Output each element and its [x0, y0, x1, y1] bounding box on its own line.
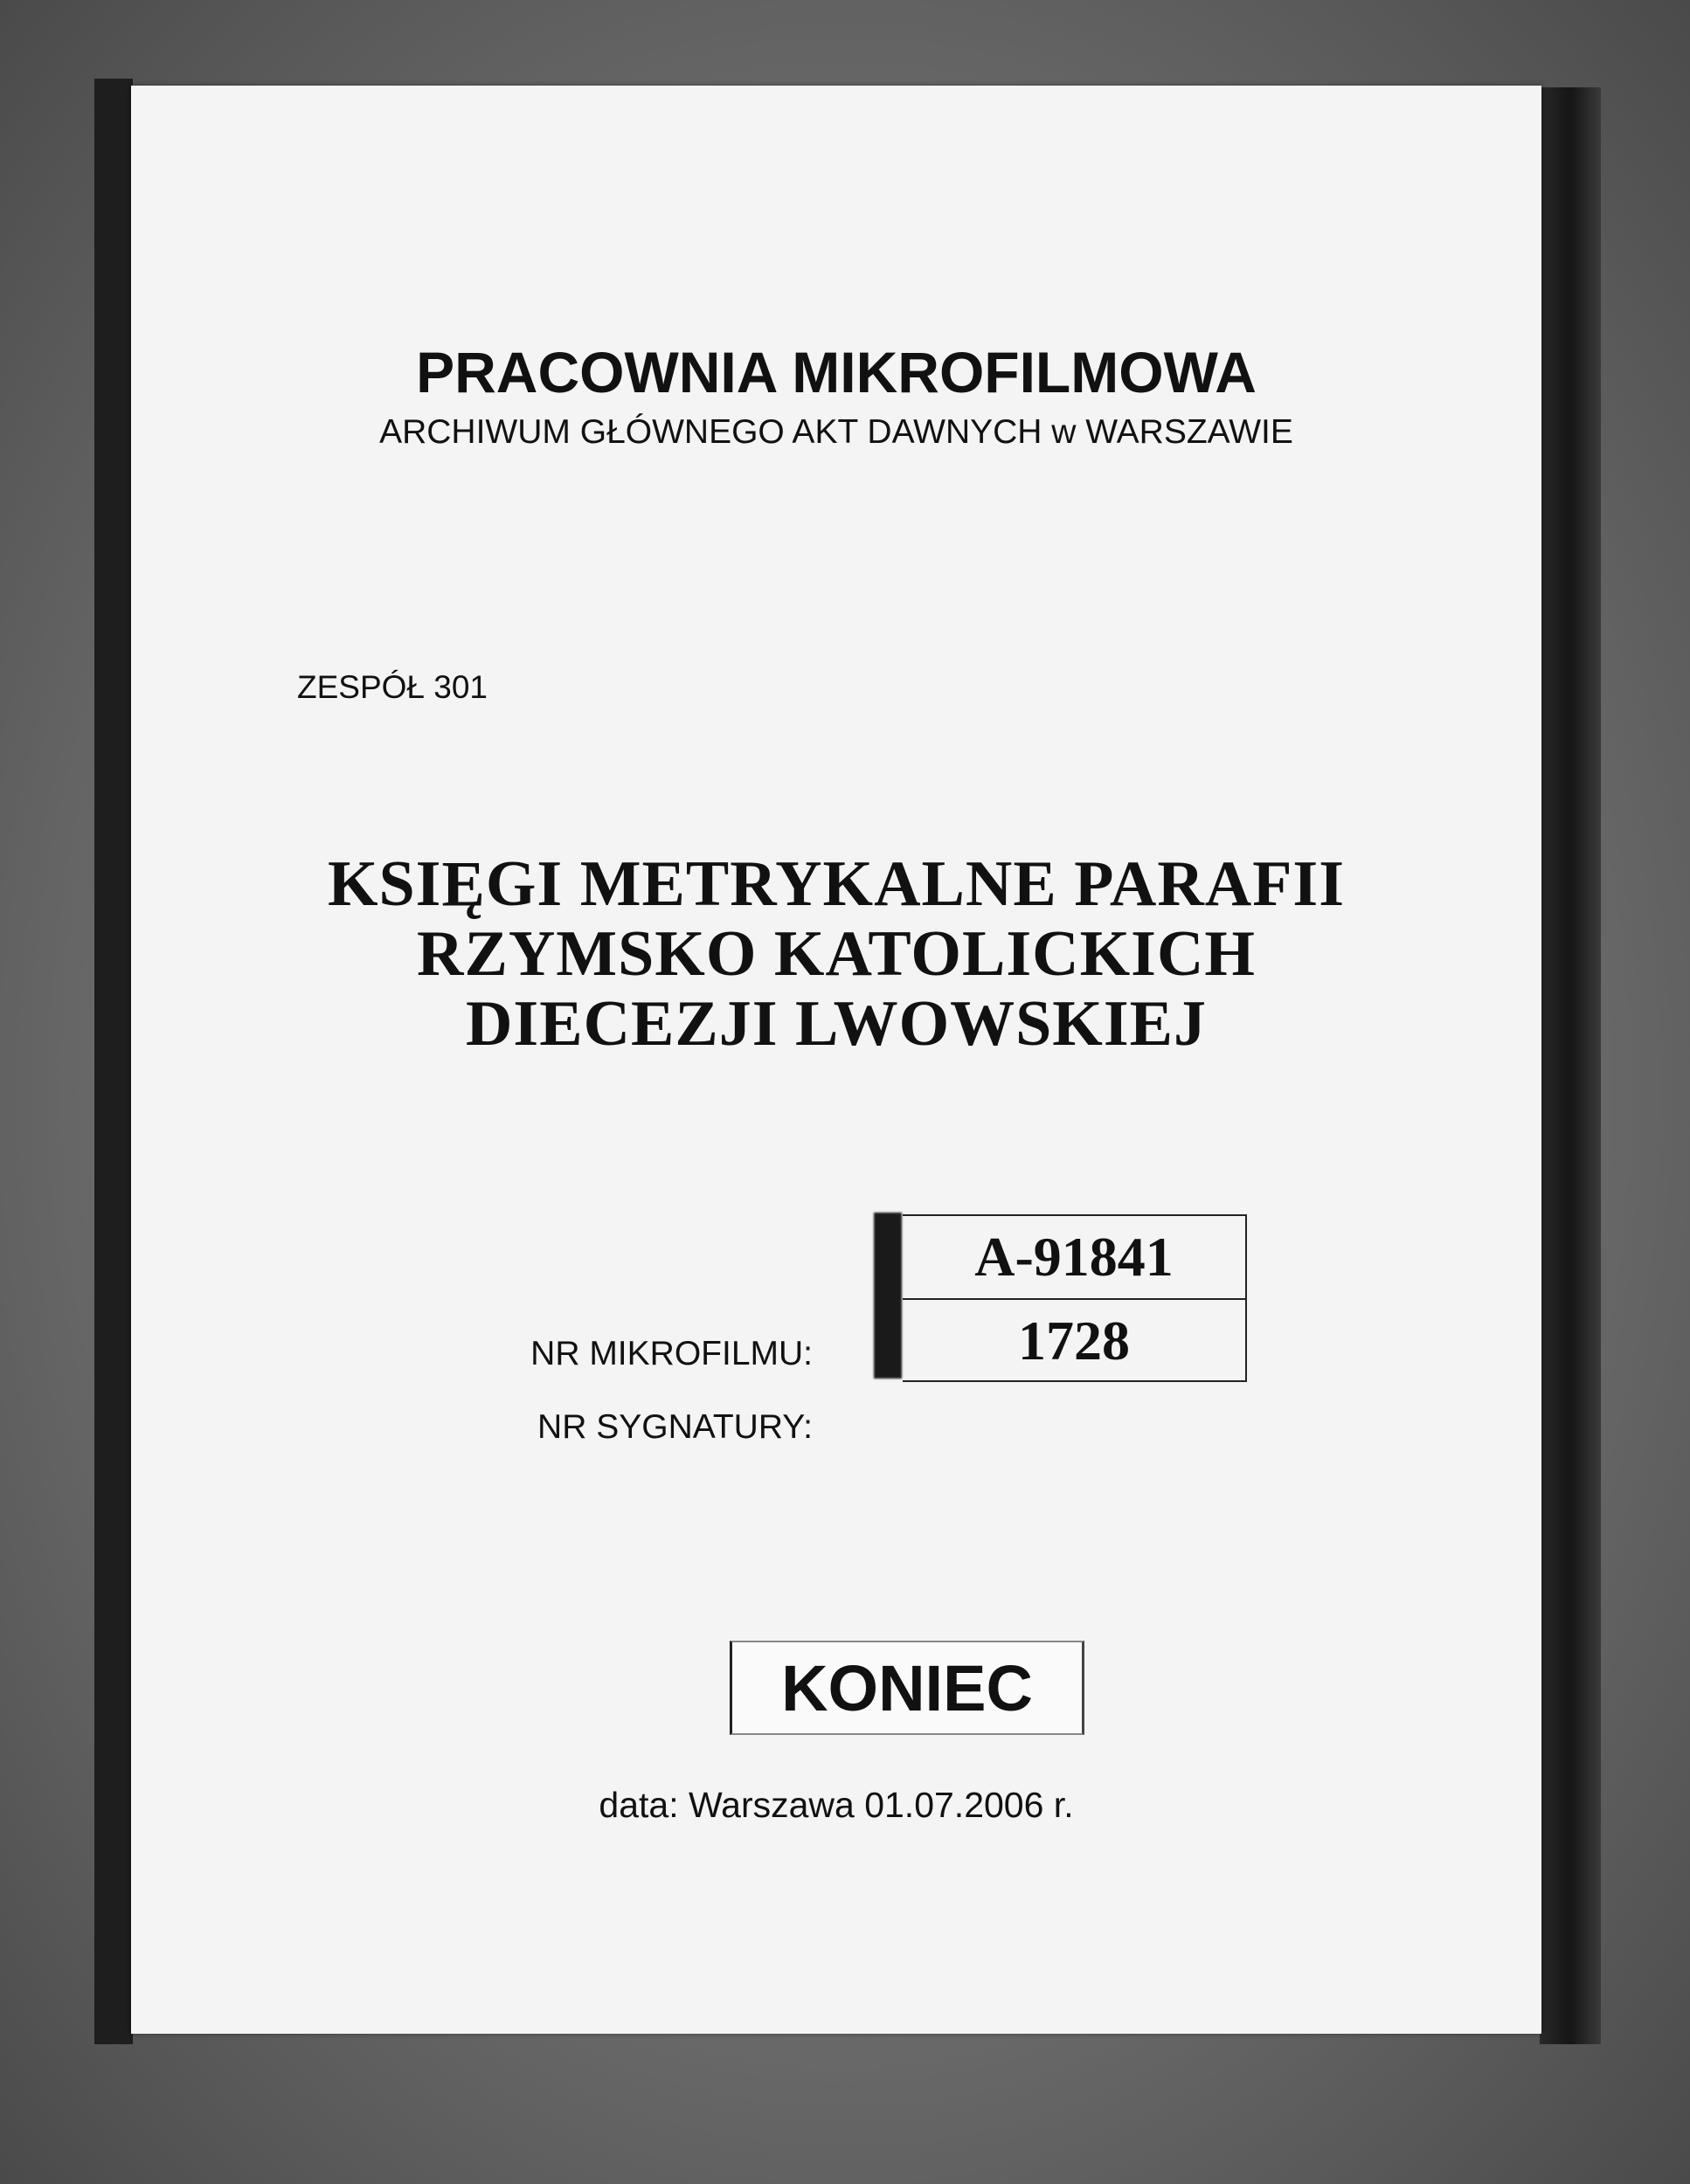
collection-title-line-2: RZYMSKO KATOLICKICH — [417, 918, 1256, 990]
date-line: data: Warszawa 01.07.2006 r. — [599, 1785, 1074, 1825]
page-subtitle: ARCHIWUM GŁÓWNEGO AKT DAWNYCH w WARSZAWIE — [379, 413, 1293, 451]
collection-title-line-1: KSIĘGI METRYKALNE PARAFII — [327, 848, 1346, 920]
collection-title-line-3: DIECEZJI LWOWSKIEJ — [465, 988, 1208, 1060]
identifier-table — [903, 1214, 1247, 1382]
page-title: PRACOWNIA MIKROFILMOWA — [416, 340, 1257, 404]
microfilm-number: A-91841 — [903, 1216, 1245, 1300]
fond-number: ZESPÓŁ 301 — [297, 669, 488, 705]
signature-number: 1728 — [1018, 1310, 1130, 1372]
document-page — [131, 86, 1541, 2034]
film-frame-right — [1540, 87, 1601, 2044]
end-marker-label: KONIEC — [730, 1641, 1084, 1735]
film-frame-left — [94, 79, 133, 2044]
signature-label: NR SYGNATURY: — [537, 1408, 813, 1446]
label-shadow-bar — [874, 1213, 902, 1379]
microfilm-label: NR MIKROFILMU: — [530, 1335, 813, 1372]
